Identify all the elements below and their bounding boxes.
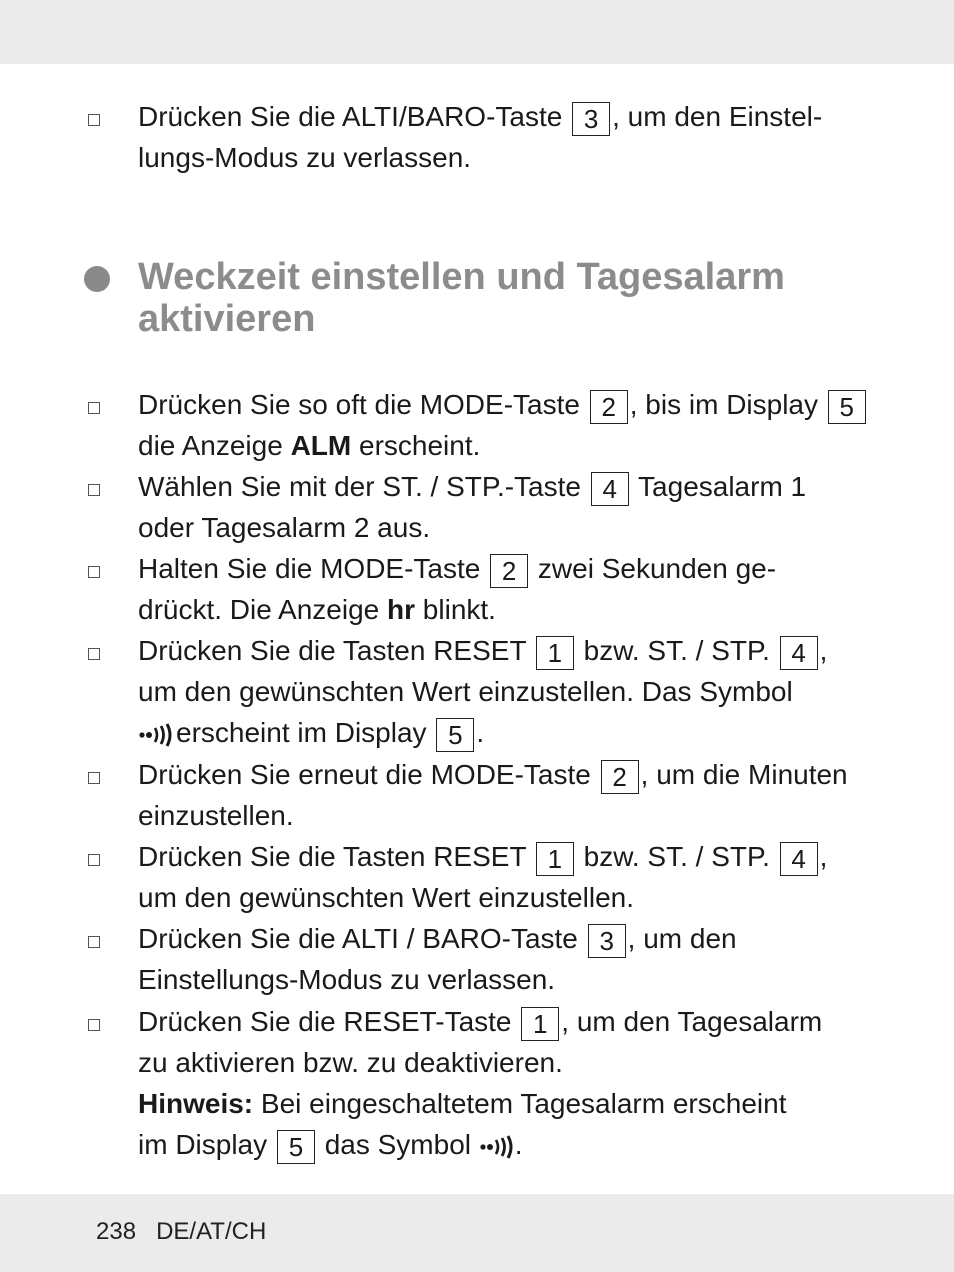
text-segment: . xyxy=(514,1129,523,1160)
text-segment: bzw. ST. / STP. xyxy=(583,635,770,666)
section-heading xyxy=(138,256,898,340)
key-reference-box: 2 xyxy=(490,554,528,588)
key-reference-box: 1 xyxy=(536,636,574,670)
text-segment: . xyxy=(476,717,485,748)
text-segment: Drücken Sie die RESET-Taste xyxy=(138,1006,512,1037)
text-segment: Bei eingeschaltetem Tagesalarm erscheint xyxy=(253,1088,787,1119)
text-segment: Drücken Sie die ALTI/BARO-Taste xyxy=(138,101,563,132)
text-segment: Drücken Sie erneut die MODE-Taste xyxy=(138,759,591,790)
text-segment: erscheint. xyxy=(351,430,481,461)
list-item-text xyxy=(138,918,858,1000)
key-reference-box: 2 xyxy=(601,760,639,794)
region-label: DE/AT/CH xyxy=(156,1218,267,1245)
text-segment: , xyxy=(819,841,828,872)
key-reference-box: 4 xyxy=(591,472,629,506)
bullet-square-icon xyxy=(88,854,100,866)
display-indicator-text: ALM xyxy=(290,430,352,461)
heading-bullet-icon xyxy=(84,266,110,292)
text-line: um den gewünschten Wert einzustellen. xyxy=(138,882,634,913)
bullet-square-icon xyxy=(88,648,100,660)
text-segment: erscheint im Display xyxy=(176,717,427,748)
bullet-square-icon xyxy=(88,566,100,578)
page-number: 238 xyxy=(96,1218,137,1245)
text-segment: Drücken Sie die ALTI / BARO-Taste xyxy=(138,923,578,954)
text-line: zu aktivieren bzw. zu deaktivieren. xyxy=(138,1047,563,1078)
key-reference-box: 5 xyxy=(828,390,866,424)
text-segment: , um den Tagesalarm xyxy=(561,1006,823,1037)
text-segment: Drücken Sie die Tasten RESET xyxy=(138,841,527,872)
list-item-text xyxy=(138,754,858,836)
text-line: oder Tagesalarm 2 aus. xyxy=(138,512,431,543)
note-line xyxy=(138,1083,858,1124)
key-reference-box: 5 xyxy=(277,1130,315,1164)
text-segment: Drücken Sie so oft die MODE-Taste xyxy=(138,389,580,420)
key-reference-box: 1 xyxy=(536,842,574,876)
heading-line: aktivieren xyxy=(138,298,316,340)
key-reference-box: 4 xyxy=(780,842,818,876)
bullet-square-icon xyxy=(88,936,100,948)
page-header-band xyxy=(0,0,954,64)
alarm-signal-icon xyxy=(479,1135,515,1159)
text-segment: Halten Sie die MODE-Taste xyxy=(138,553,481,584)
list-item-text xyxy=(138,548,858,630)
key-reference-box: 2 xyxy=(590,390,628,424)
text-segment: , bis im Display xyxy=(629,389,818,420)
bullet-square-icon xyxy=(88,114,100,126)
text-segment: Drücken Sie die Tasten RESET xyxy=(138,635,527,666)
text-line: Einstellungs-Modus zu verlassen. xyxy=(138,964,556,995)
key-reference-box: 1 xyxy=(521,1007,559,1041)
list-item-text xyxy=(138,630,858,753)
key-reference-box: 3 xyxy=(588,924,626,958)
list-item-text xyxy=(138,1001,858,1165)
text-segment: , xyxy=(819,635,828,666)
text-segment: die Anzeige xyxy=(138,430,291,461)
text-line: einzustellen. xyxy=(138,800,294,831)
list-item-text xyxy=(138,836,858,918)
page-footer xyxy=(96,1218,266,1246)
text-segment: zwei Sekunden ge- xyxy=(537,553,777,584)
display-indicator-text: hr xyxy=(387,594,416,625)
list-item-text xyxy=(138,466,858,548)
text-segment: Wählen Sie mit der ST. / STP.-Taste xyxy=(138,471,581,502)
list-item-text xyxy=(138,96,858,178)
bullet-square-icon xyxy=(88,1019,100,1031)
text-line: lungs-Modus zu verlassen. xyxy=(138,142,472,173)
alarm-signal-icon xyxy=(138,723,176,747)
text-line: um den gewünschten Wert einzustellen. Das Symbol xyxy=(138,676,793,707)
key-reference-box: 5 xyxy=(436,718,474,752)
text-segment: bzw. ST. / STP. xyxy=(583,841,770,872)
text-segment: Tagesalarm 1 xyxy=(638,471,807,502)
list-item-text xyxy=(138,384,858,466)
heading-line: Weckzeit einstellen und Tagesalarm xyxy=(138,256,785,298)
key-reference-box: 3 xyxy=(572,102,610,136)
bullet-square-icon xyxy=(88,484,100,496)
text-segment: , um die Minuten xyxy=(640,759,848,790)
text-segment: blinkt. xyxy=(415,594,496,625)
bullet-square-icon xyxy=(88,772,100,784)
text-segment: drückt. Die Anzeige xyxy=(138,594,388,625)
bullet-square-icon xyxy=(88,402,100,414)
note-label: Hinweis: xyxy=(138,1088,254,1119)
text-segment: , um den xyxy=(627,923,737,954)
text-segment: das Symbol xyxy=(324,1129,471,1160)
text-segment: , um den Einstel- xyxy=(612,101,823,132)
key-reference-box: 4 xyxy=(780,636,818,670)
text-segment: im Display xyxy=(138,1129,268,1160)
